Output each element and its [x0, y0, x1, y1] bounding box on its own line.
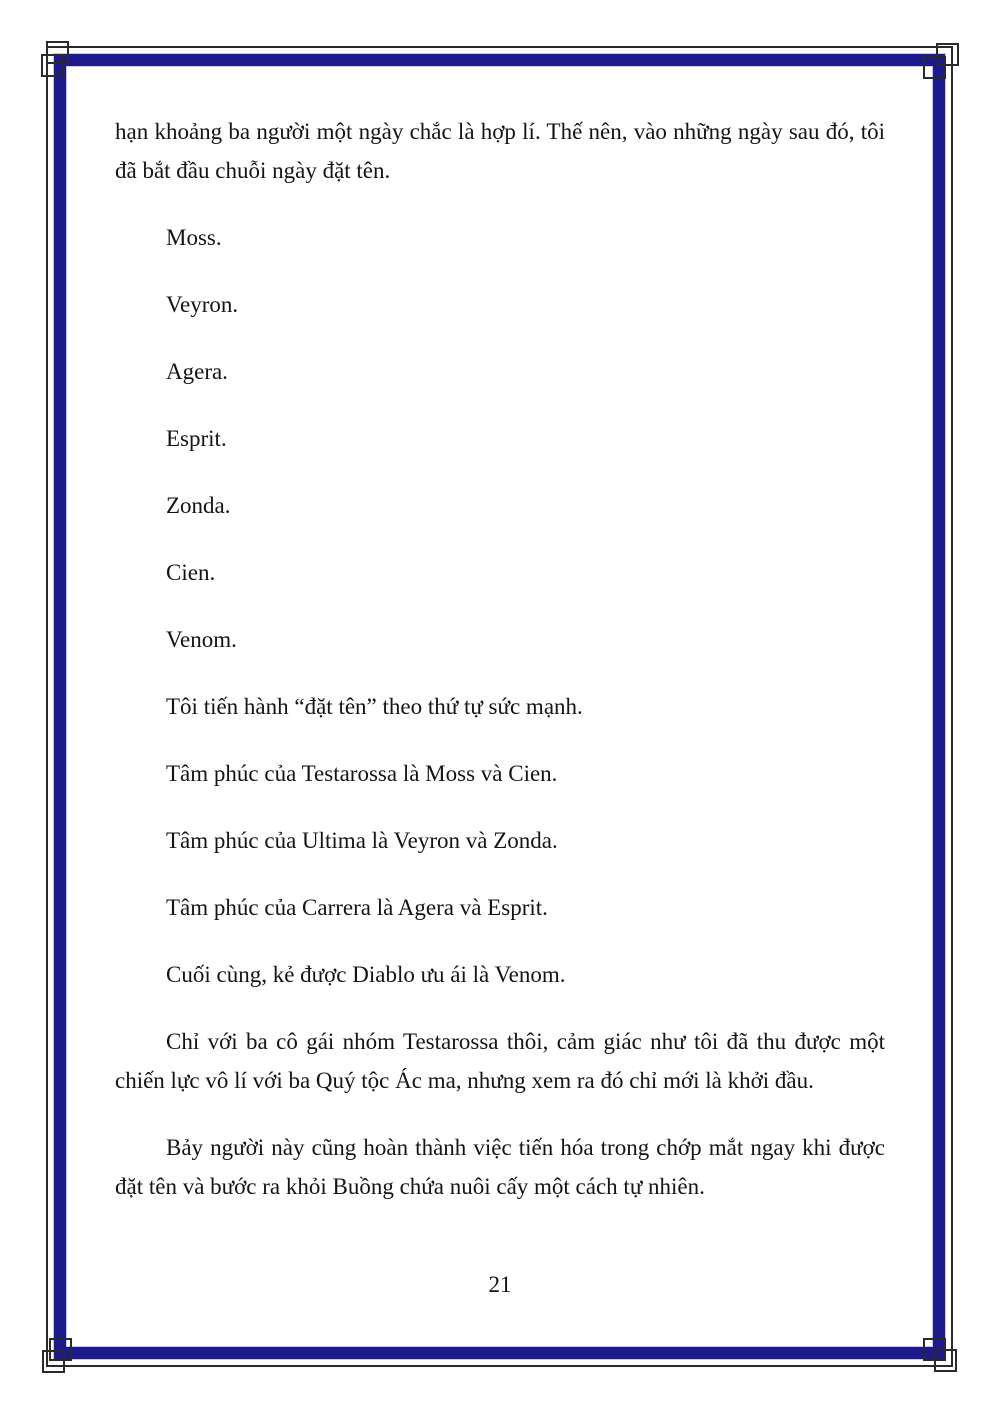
- page-text: [115, 112, 885, 1234]
- name-line-cien: Cien.: [166, 560, 216, 585]
- name-line-zonda: Zonda.: [166, 493, 231, 518]
- name-line-esprit: Esprit.: [166, 426, 227, 451]
- paragraph-evolution: Bảy người này cũng hoàn thành việc tiến hóa trong chớp mắt ngay khi được đặt tên và bước ra khỏi Buồng chứa nuôi cấy một cách tự nhiên.: [115, 1135, 885, 1199]
- name-line-agera: Agera.: [166, 359, 228, 384]
- name-line-venom: Venom.: [166, 627, 237, 652]
- corner-square-icon: [934, 1349, 957, 1372]
- paragraph-opening: hạn khoảng ba người một ngày chắc là hợp lí. Thế nên, vào những ngày sau đó, tôi đã bắt đầu chuỗi ngày đặt tên.: [115, 119, 885, 183]
- paragraph-naming-order: Tôi tiến hành “đặt tên” theo thứ tự sức mạnh.: [166, 694, 583, 719]
- corner-square-icon: [923, 56, 946, 79]
- corner-square-icon: [42, 1350, 65, 1373]
- paragraph-diablo-favorite: Cuối cùng, kẻ được Diablo ưu ái là Venom.: [166, 962, 566, 987]
- name-line-moss: Moss.: [166, 225, 222, 250]
- paragraph-war-potential: Chỉ với ba cô gái nhóm Testarossa thôi, cảm giác như tôi đã thu được một chiến lực vô lí với ba Quý tộc Ác ma, nhưng xem ra đó chỉ mới là khởi đầu.: [115, 1029, 885, 1093]
- paragraph-carrera-pair: Tâm phúc của Carrera là Agera và Esprit.: [166, 895, 548, 920]
- page-number: 21: [488, 1272, 512, 1297]
- name-line-veyron: Veyron.: [166, 292, 239, 317]
- corner-square-icon: [41, 54, 64, 77]
- paragraph-testarossa-pair: Tâm phúc của Testarossa là Moss và Cien.: [166, 761, 558, 786]
- paragraph-ultima-pair: Tâm phúc của Ultima là Veyron và Zonda.: [166, 828, 558, 853]
